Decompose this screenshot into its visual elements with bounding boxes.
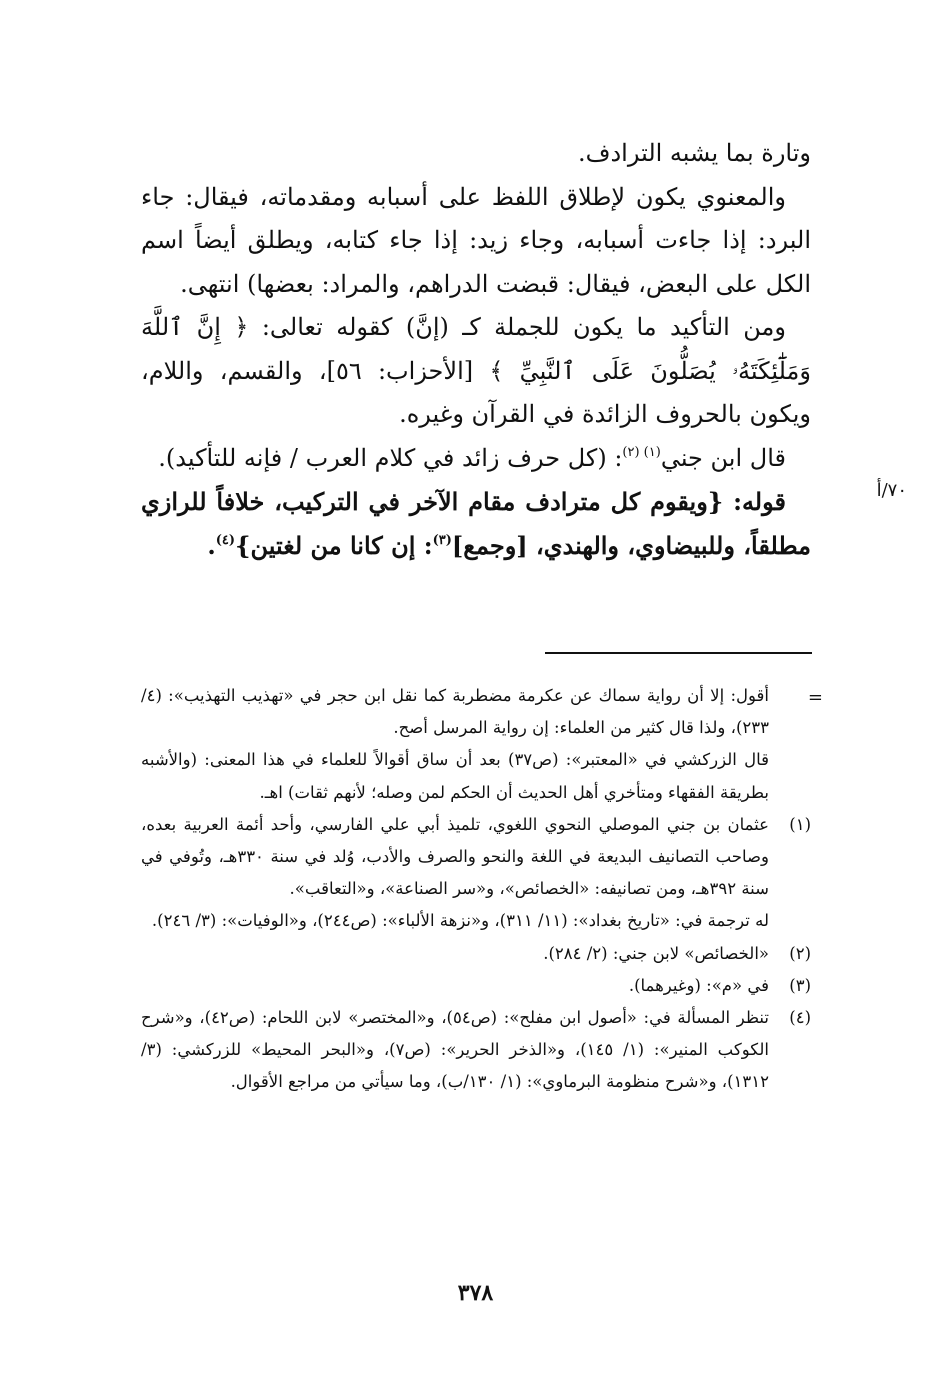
matn-quote-part-2: : إن كانا من لغتين}: [235, 530, 433, 560]
footnote-continued: [141, 680, 811, 809]
page-number: ٣٧٨: [457, 1280, 494, 1306]
footnote-marker: (٢): [789, 943, 811, 963]
footnotes: [141, 680, 811, 1099]
footnote-1-p2: له ترجمة في: «تاريخ بغداد»: (١١/ ٣١١)، و«نزهة الألباء»: (ص٢٤٤)، و«الوفيات»: (٣/ ٢٤٦).: [151, 911, 769, 931]
footnote-3: [141, 970, 811, 1002]
main-paragraph-2: والمعنوي يكون لإطلاق اللفظ على أسبابه ومقدماته، فيقال: جاء البرد: إذا جاءت أسبابه، وجاء زيد: إذا جاء كتابه، ويطلق أيضاً اسم الكل على البعض، فيقال: قبضت الدراهم، والمراد: بعضها) انتهى.: [141, 182, 811, 298]
matn-quote-part-1: قوله: {ويقوم كل مترادف مقام الآخر في التركيب، خلافاً للرازي مطلقاً، وللبيضاوي، والهندي، [وجمع]: [141, 487, 811, 560]
footnote-2: [141, 938, 811, 970]
footnote-1-p1: عثمان بن جني الموصلي النحوي اللغوي، تلميذ أبي علي الفارسي، وأحد أئمة العربية بعده، وصاحب التصانيف البديعة في اللغة والنحو والصرف والأدب، وُلد في سنة ٣٣٠هـ، وتُوفي في سنة ٣٩٢هـ، ومن تصانيفه: «الخصائص»، و«سر الصناعة»، و«التعاقب».: [141, 814, 770, 899]
footnote-1: [141, 809, 811, 938]
footnote-3-p1: في «م»: (وغيرهما).: [628, 975, 769, 995]
manuscript-folio-marker: ٧٠/أ: [876, 480, 907, 501]
footnote-4: [141, 1002, 811, 1099]
main-text: [141, 132, 811, 567]
footnote-continuation-mark: =: [807, 687, 823, 708]
footnote-ref-1-2: (١) (٢): [622, 444, 661, 460]
ibn-jinni-quote: : (كل حرف زائد في كلام العرب / فإنه للتأكيد).: [158, 443, 623, 472]
footnote-marker: (١): [789, 814, 811, 834]
main-paragraph-3: ومن التأكيد ما يكون للجملة كـ (إنَّ) كقوله تعالى: ﴿ إِنَّ ٱللَّهَ وَمَلَٰٓئِكَتَهُۥ يُصَلُّونَ عَلَى ٱلنَّبِيِّ ﴾ [الأحزاب: ٥٦]، والقسم، واللام، ويكون بالحروف الزائدة في القرآن وغيره.: [141, 313, 811, 428]
footnote-continued-p1: أقول: إلا أن رواية سماك عن عكرمة مضطربة كما نقل ابن حجر في «تهذيب التهذيب»: (٤/ ٢٣٣)، ولذا قال كثير من العلماء: إن رواية المرسل أصح.: [141, 686, 769, 738]
footnote-ref-4: (٤): [215, 532, 236, 548]
footnote-2-p1: «الخصائص» لابن جني: (٢/ ٢٨٤).: [543, 943, 769, 963]
footnote-marker: (٤): [789, 1008, 811, 1028]
ibn-jinni-text: قال ابن جني: [660, 443, 786, 472]
main-line-1: وتارة بما يشبه الترادف.: [577, 139, 811, 167]
footnote-marker: (٣): [789, 975, 811, 995]
matn-quote-end: .: [207, 530, 216, 560]
main-paragraph-5: [141, 480, 811, 567]
footnote-continued-p2: قال الزركشي في «المعتبر»: (ص٣٧) بعد أن ساق أقوالاً للعلماء في هذا المعنى: (والأشبه بطريقة الفقهاء ومتأخري أهل الحديث أن الحكم لمن وصله؛ لأنهم ثقات) اهـ.: [141, 750, 769, 802]
footnote-divider: [545, 652, 812, 654]
main-paragraph-4: [141, 437, 811, 481]
footnote-ref-3: (٣): [432, 532, 452, 548]
footnote-4-p1: تنظر المسألة في: «أصول ابن مفلح»: (ص٥٤)، و«المختصر» لابن اللحام: (ص٤٢)، و«شرح الكوكب المنير»: (١/ ١٤٥)، و«الذخر الحرير»: (ص٧)، و«البحر المحيط» للزركشي: (٣/ ١٣١٢)، و«شرح منظومة البرماوي»: (١/ ١٣٠/ب)، وما سيأتي من مراجع الأقوال.: [141, 1008, 769, 1092]
